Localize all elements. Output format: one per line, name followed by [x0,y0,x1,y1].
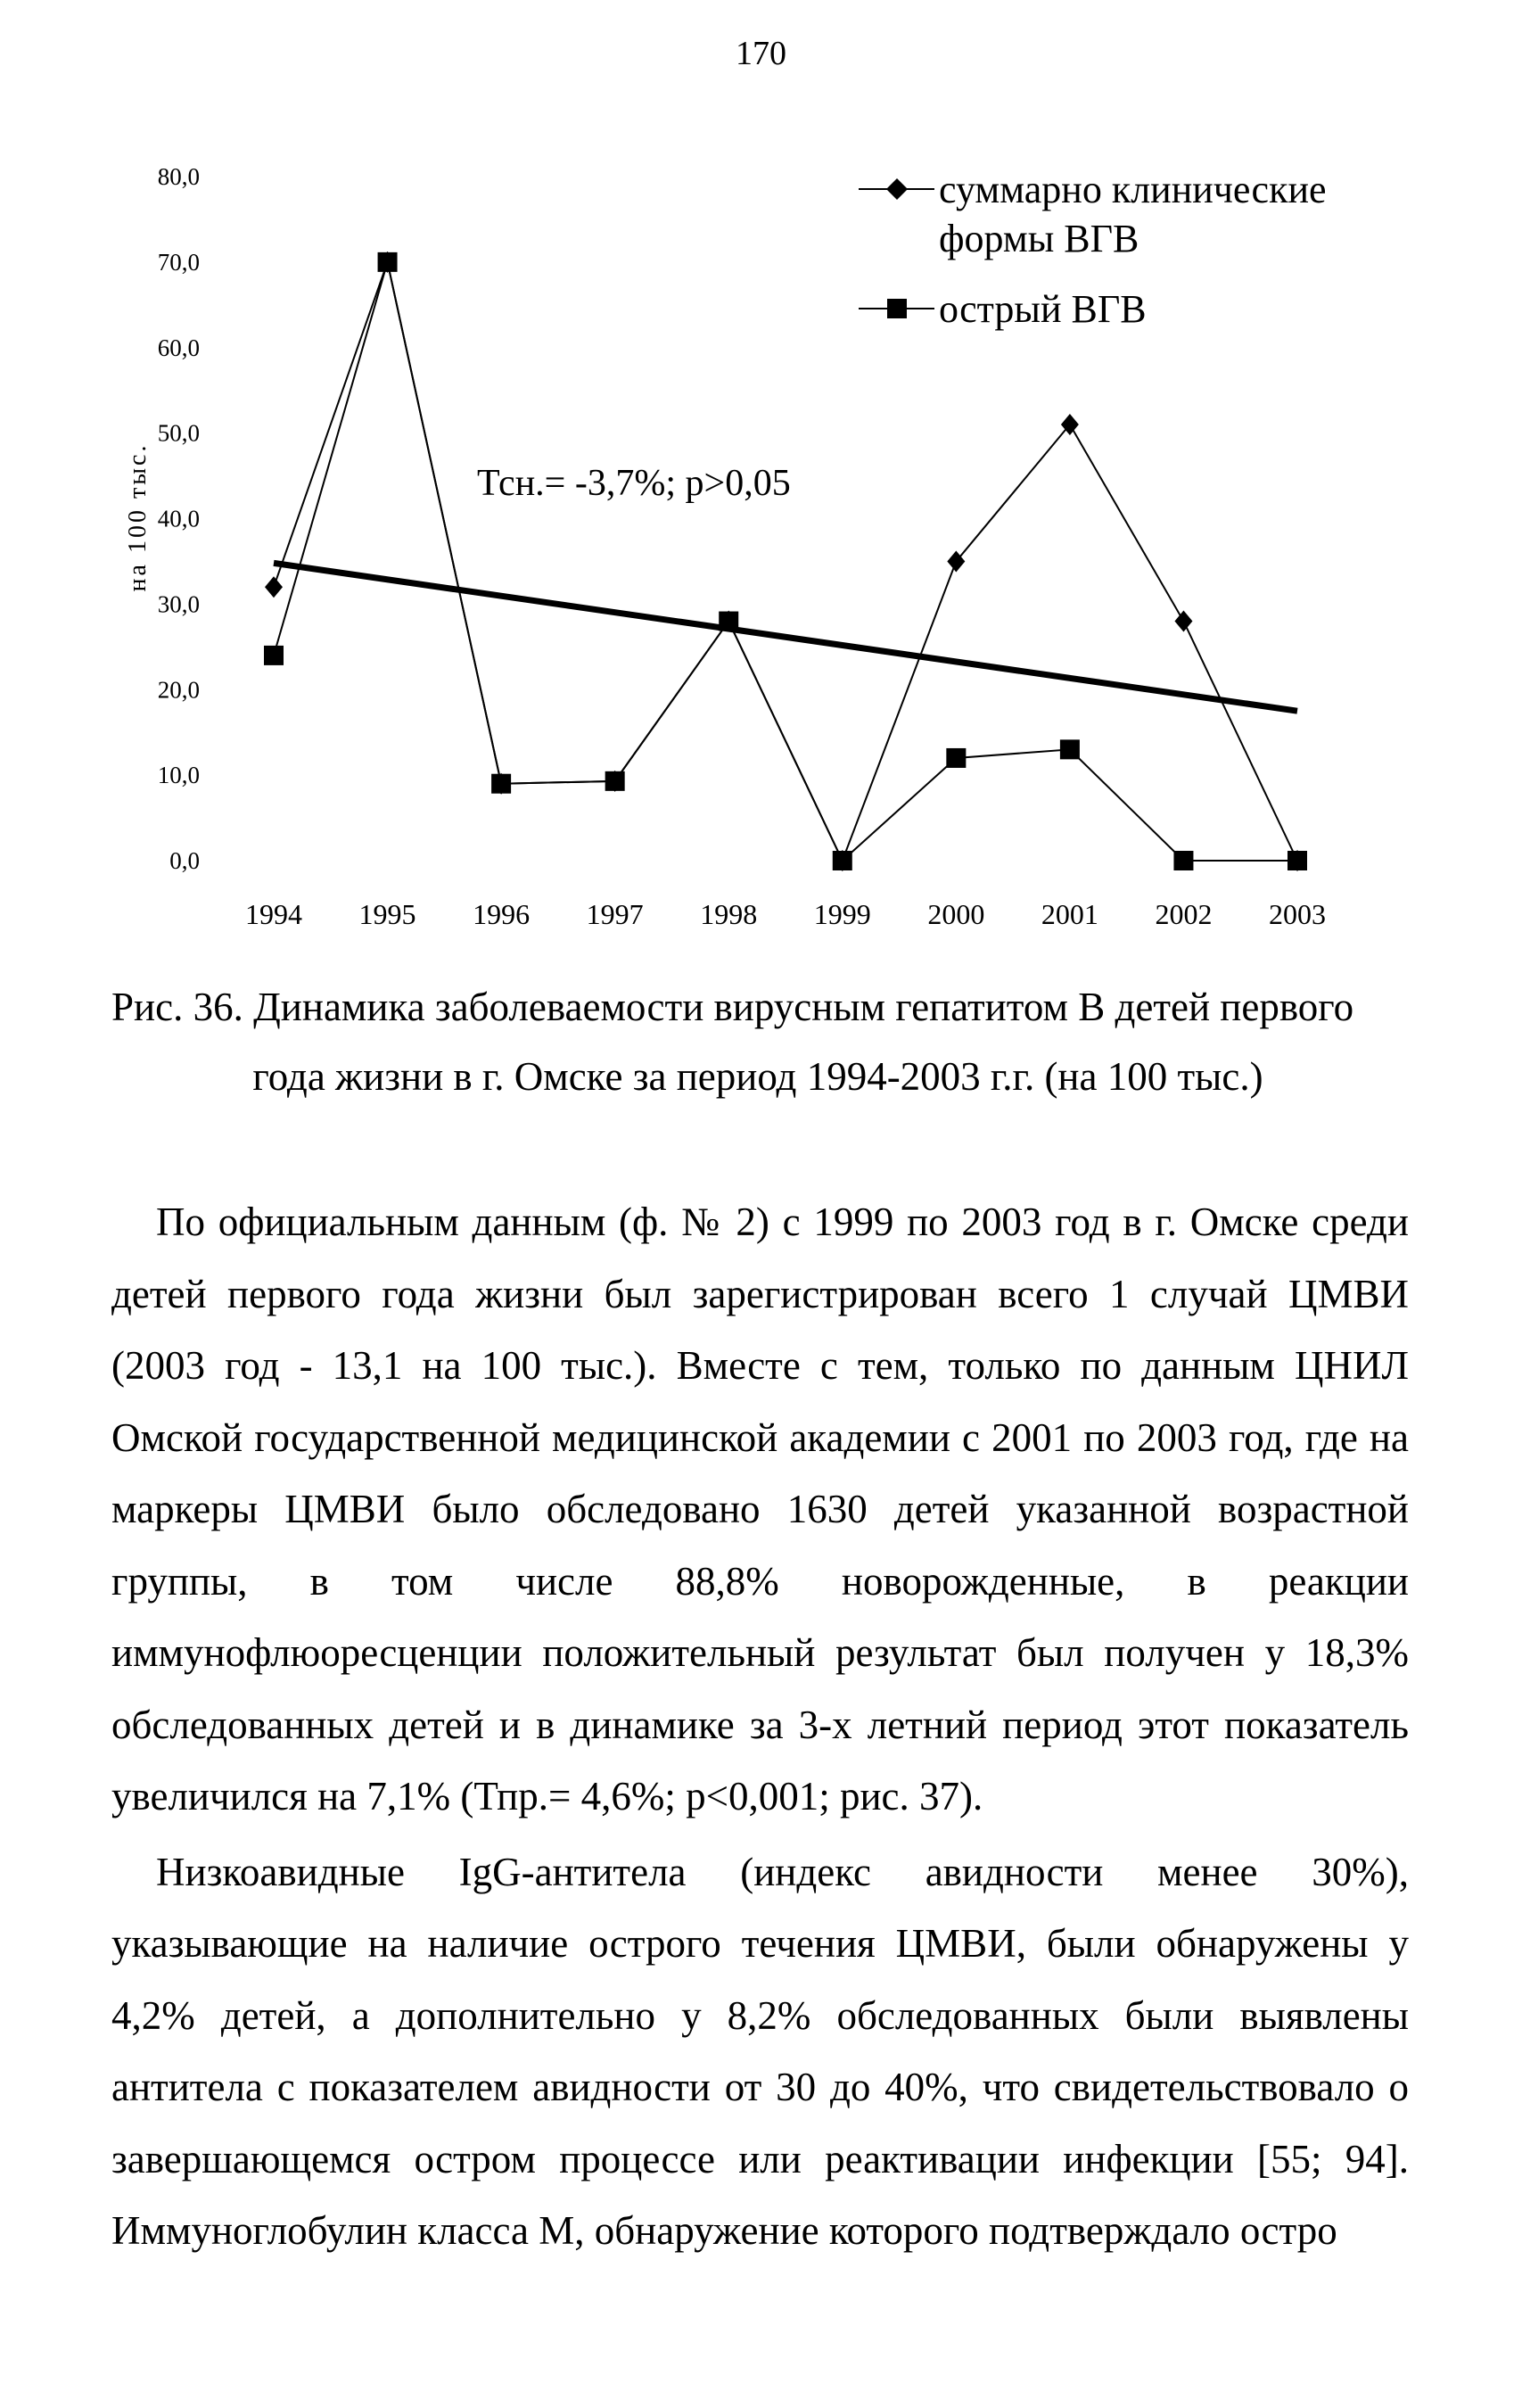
trendline [274,563,1297,711]
data-point-square [264,646,284,665]
x-tick-labels [245,898,1326,930]
x-tick-label: 2000 [927,898,985,930]
series-line-1 [274,262,1297,861]
legend-marker-square [887,299,907,318]
paragraph-1: По официальным данным (ф. № 2) с 1999 по 2003 год в г. Омске среди детей первого года жизни был зарегистрирован всего 1 случай ЦМВИ (2003 год - 13,1 на 100 тыс.). Вместе с тем, только по данным ЦНИЛ Омской государственной медицинской академии с 2001 по 2003 год, где на маркеры ЦМВИ было обследовано 1630 детей указанной возрастной группы, в том числе 88,8% новорожденные, в реакции иммунофлюоресценции положительный результат был получен у 18,3% обследованных детей и в динамике за 3-х летний период этот показатель увеличился на 7,1% (Тпр.= 4,6%; р<0,001; рис. 37). [111,1200,1409,1818]
trend-annotation: Тсн.= -3,7%; р>0,05 [477,463,791,504]
legend-label-1a: суммарно клинические [939,168,1327,211]
data-point-square [605,771,625,791]
x-tick-label: 2001 [1041,898,1098,930]
caption-line-2: года жизни в г. Омске за период 1994-2003 г.г. (на 100 тыс.) [252,1054,1263,1099]
data-point-square [946,748,966,768]
x-tick-label: 1998 [700,898,758,930]
body-text [111,1186,1409,2267]
series-lines [274,262,1297,861]
y-tick-label: 80,0 [157,163,200,190]
data-point-square [378,252,398,272]
legend-label-2: острый ВГВ [939,287,1147,331]
legend-marker-diamond [886,178,908,200]
data-point-square [1173,851,1193,870]
data-point-square [833,851,852,870]
page-number: 170 [736,35,786,72]
data-point-square [1288,851,1307,870]
y-tick-labels [158,163,200,874]
data-point-diamond [1174,611,1192,632]
y-tick-label: 70,0 [157,248,200,276]
y-tick-label: 50,0 [157,419,200,447]
x-tick-label: 1999 [813,898,871,930]
y-tick-label: 40,0 [157,505,200,532]
y-tick-label: 10,0 [157,762,200,789]
x-tick-label: 1995 [358,898,416,930]
incidence-chart [0,0,1522,963]
legend-label-1b: формы ВГВ [939,217,1139,260]
series-line-2 [274,262,1297,861]
data-point-diamond [265,576,283,598]
x-tick-label: 2002 [1155,898,1213,930]
x-tick-label: 2003 [1269,898,1326,930]
paragraph-2: Низкоавидные IgG-антитела (индекс авидности менее 30%), указывающие на наличие острого течения ЦМВИ, были обнаружены у 4,2% детей, а дополнительно у 8,2% обследованных были выявлены антитела с показателем авидности от 30 до 40%, что свидетельствовало о завершающемся остром процессе или реактивации инфекции [55; 94]. Иммуноглобулин класса М, обнаружение которого подтверждало остро [111,1849,1409,2253]
data-point-square [491,774,511,794]
y-tick-label: 20,0 [157,676,200,704]
figure-caption [111,972,1404,1111]
x-tick-label: 1994 [245,898,302,930]
data-point-square [719,612,738,631]
series-markers [264,252,1307,871]
caption-line-1: Рис. 36. Динамика заболеваемости вирусным гепатитом В детей первого [111,985,1354,1029]
y-tick-label: 60,0 [157,334,200,361]
y-tick-label: 0,0 [169,847,200,874]
x-tick-label: 1996 [473,898,531,930]
y-axis-label: на 100 тыс. [124,442,152,592]
data-point-square [1060,739,1080,759]
y-tick-label: 30,0 [157,590,200,618]
x-tick-label: 1997 [586,898,644,930]
legend [859,168,1327,331]
